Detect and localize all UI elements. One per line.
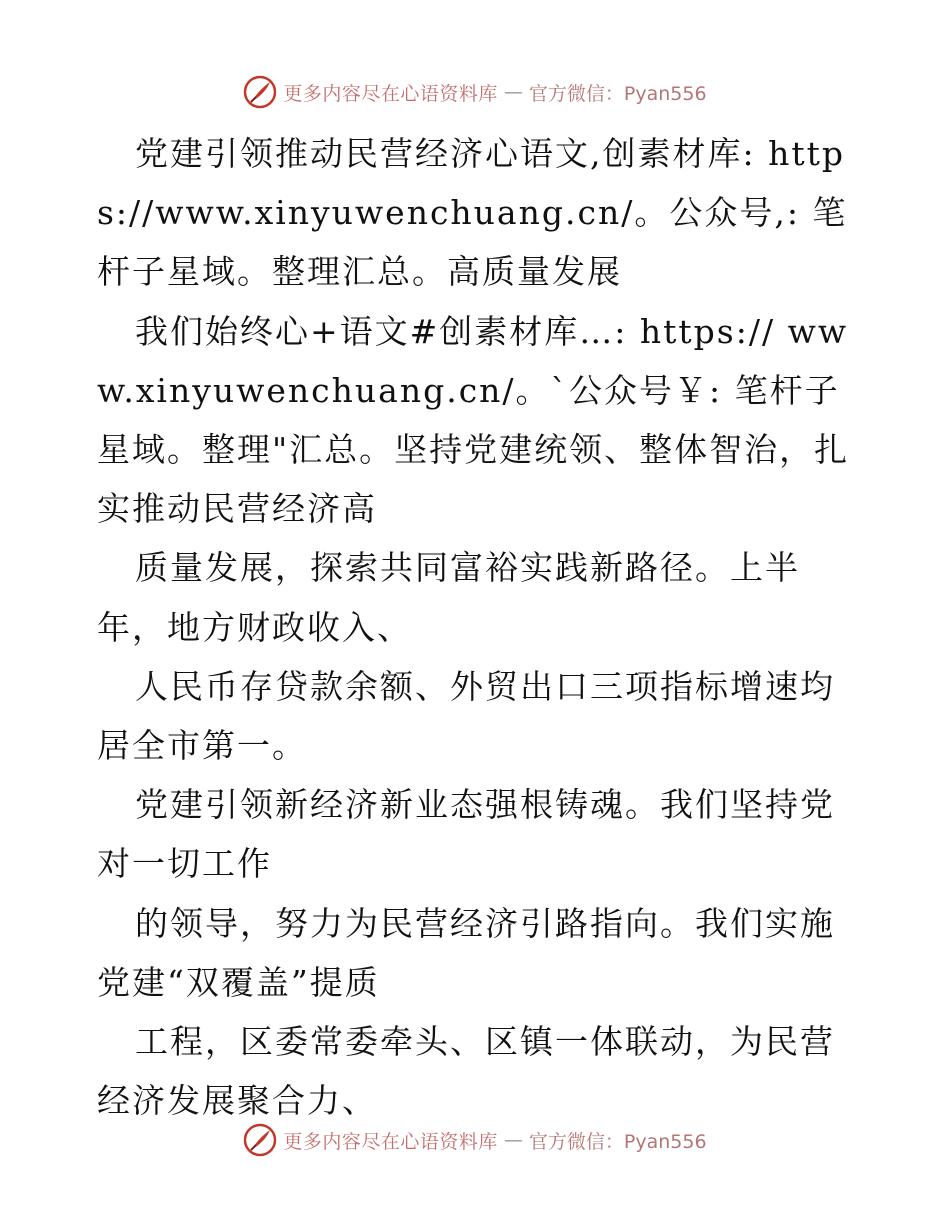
paragraph: 的领导，努力为民营经济引路指向。我们实施党建“双覆盖”提质 [97,903,835,1002]
banner-separator: — [503,81,523,103]
banner-separator: — [503,1129,523,1151]
footer-banner [0,1120,950,1160]
paragraph: 工程，区委常委牵头、区镇一体联动，为民营经济发展聚合力、 [97,1022,835,1121]
paragraph: 质量发展，探索共同富裕实践新路径。上半年，地方财政收入、 [97,548,800,647]
paragraph: 党建引领推动民营经济心语文,创素材库: https://www.xinyuwenchuang.cn/。公众号,: 笔杆子星域。整理汇总。高质量发展 [97,134,848,292]
banner-brand-text: 更多内容尽在心语资料库 [283,82,498,105]
banner-wechat-text: 官方微信：Pyan556 [528,1130,707,1153]
paragraph: 人民币存贷款余额、外贸出口三项指标增速均居全市第一。 [97,666,835,766]
document-body [97,124,857,1130]
feather-pen-icon [243,1123,277,1157]
header-banner [0,72,950,112]
feather-pen-icon [243,75,277,109]
paragraph: 我们始终心+语文#创素材库…: https:// www.xinyuwenchuang.cn/。`公众号￥: 笔杆子星域。整理"汇总。坚持党建统领、整体智治，扎实推动民营经济高 [97,311,850,529]
banner-brand-text: 更多内容尽在心语资料库 [283,1130,498,1153]
banner-wechat-text: 官方微信：Pyan556 [528,82,707,105]
paragraph: 党建引领新经济新业态强根铸魂。我们坚持党对一切工作 [97,785,835,884]
